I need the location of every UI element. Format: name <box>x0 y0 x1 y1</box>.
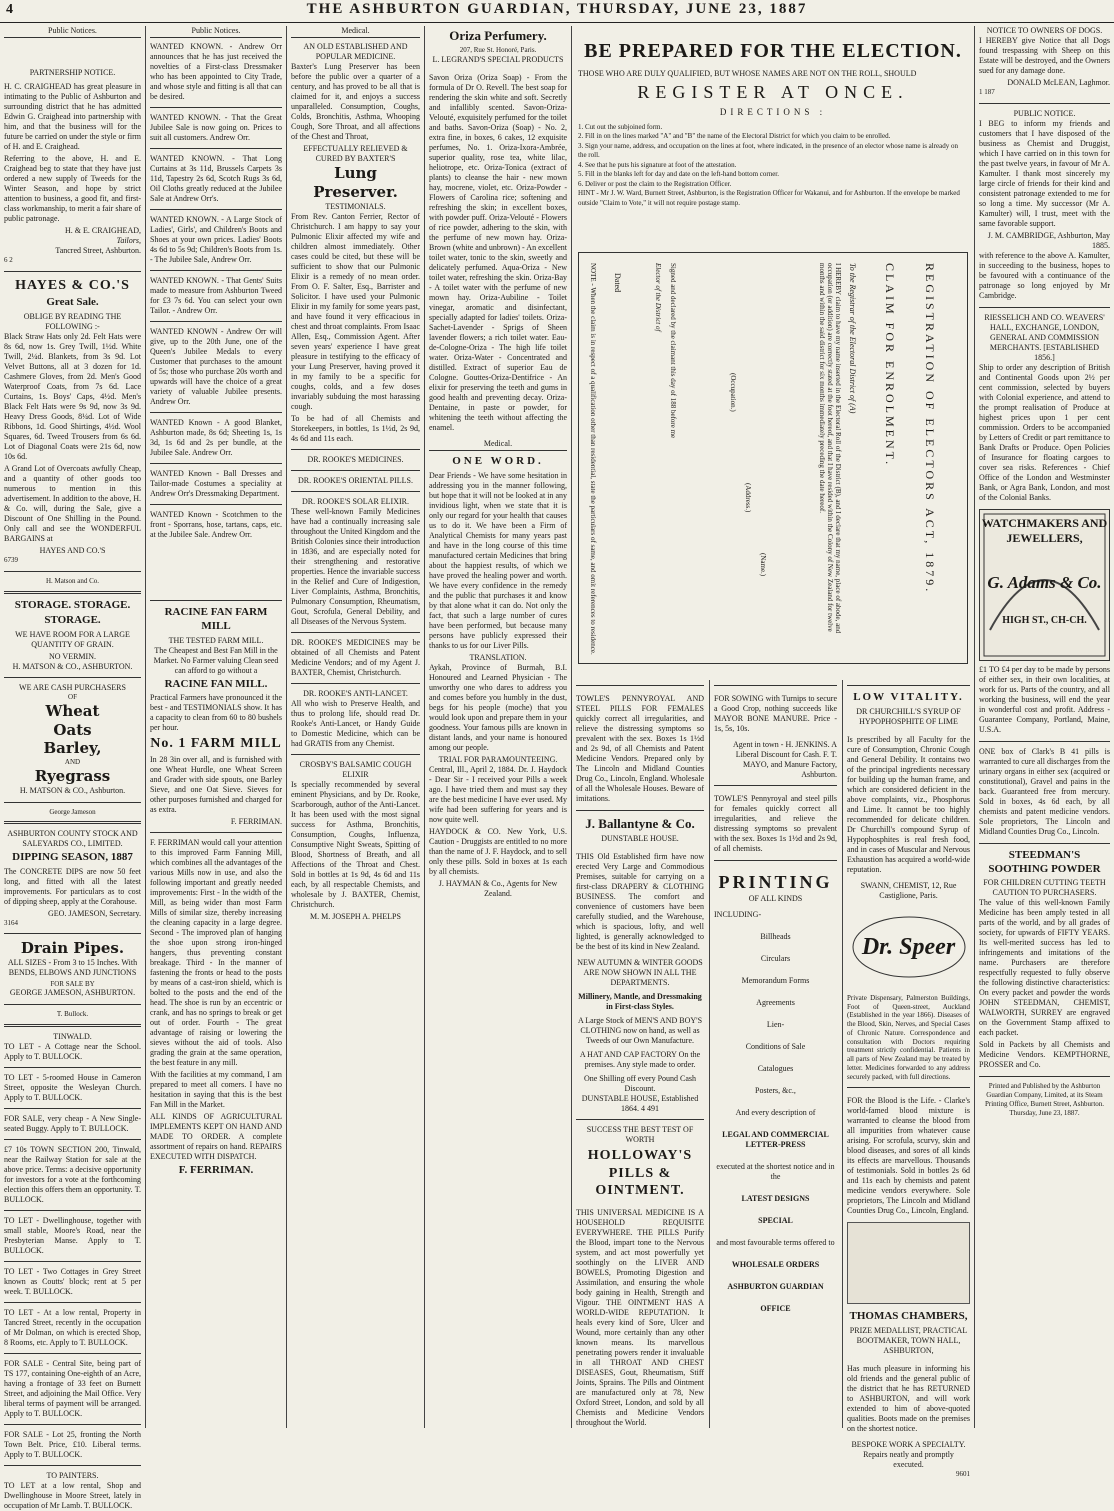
sowing-sign: Agent in town - H. JENKINS. A Liberal Discount for Cash. F. T. MAYO, and Manure Factory, Ashburton. <box>733 740 837 779</box>
ad-pre: H. Matson and Co. <box>45 576 100 585</box>
ad-body: Is specially recommended by several eminent Physicians, and by Dr. Rooke, Scarborough, author of the Anti-Lancet. It has been used with the most signal success for Asthma, Bronchitis, Consumption, Coughs, Influenza, Consumptive Night Sweats, Spitting of Blood, Shortness of Breath, and all Affections of the Throat and Chest. Sold in bottles at 1s 9d, 4s 6d and 11s each, by all respectable Chemists, and wholesale by J. BAXTER, Chemist, Christchurch. <box>291 779 420 909</box>
towle-ad: TOWLE'S PENNYROYAL AND STEEL PILLS FOR FEMALES quickly correct all irregularities, and relieve the distressing symptoms so prevalent with the sex. Boxes 1s 1½d and 2s 9d, of all Chemists and Patent Medicine Vendors. Prepared only by The Lincoln and Midland Counties Drug Co., Lincoln, England. Wholesale of all the Wholesale Houses. Beware of imitations. <box>576 694 704 803</box>
adams-text: G. Adams & Co. <box>987 572 1102 592</box>
ad-signature: Tailors, <box>116 236 141 245</box>
list-item: £7 10s TOWN SECTION 200, Tinwald, near the Railway Station for sale at the above price. Terms: a decisive opportunity for investors for a vote at the forthcoming election this offers them an opportunity. T. BULLOCK. <box>4 1145 141 1204</box>
list-item: 5. Fill in the blanks left for day and date on the left-hand bottom corner. <box>578 170 780 179</box>
list-item: Circulars <box>760 953 791 963</box>
form-elector: Elector of the District of <box>654 263 662 332</box>
ad-line: 207, Rue St. Honoré, Paris. <box>459 46 537 55</box>
election-directions-title: DIRECTIONS : <box>719 107 827 117</box>
ad-signature: GEO. JAMESON, Secretary. <box>47 909 141 918</box>
ad-body: Dear Friends - We have some hesitation in addressing you in the manner following, but hope that it will not be looked at in any invidious light, when we state that it is only our regard for your health that causes us to do it. We have been a Firm of Analytical Chemists for many years past and have in the long course of this time manufactured certain Medicines that bring about the happiest results, of which we have proved the healing power and worth. We have every confidence in the remedy and the public that purchases it and know by that alone what it can do. Not only the fact, that such a large number of cures have been performed, but because many persons have publicly expressed their thanks to us for our Liver Pills. <box>429 470 567 650</box>
ad-body: I BEG to inform my friends and customers that I have disposed of the business as Chemist and Druggist, which I have carried on in this town for the past twelve years, in favour of Mr A. Kamulter. I thank most sincerely my large circle of friends for their kind and consistent patronage extended to me for so long a time. My successor (Mr A. Kamulter) will, I trust, meet with the same favorable support. <box>979 118 1110 228</box>
form-address-field[interactable]: (Address.) <box>744 483 752 513</box>
ad-heading: DR. ROOKE'S ORIENTAL PILLS. <box>298 475 413 485</box>
ad-line: OF <box>68 693 77 701</box>
ad-heading: DR. ROOKE'S SOLAR ELIXIR. <box>302 496 409 506</box>
watchmakers-logo <box>979 509 1110 661</box>
column-6 <box>975 26 1114 1428</box>
ad-heading: Oriza Perfumery. <box>449 28 547 43</box>
form-claim: CLAIM FOR ENROLMENT. <box>883 263 897 468</box>
list-item: HINT - Mr J. W. Ward, Burnett Street, Ashburton, is the Registration Officer for Wakanui, and for Ashburton. If the envelope be marked outside "Claim to Vote," it will not require postage stamp. <box>578 189 960 207</box>
column-header: Public Notices. <box>4 26 141 38</box>
masthead <box>0 0 1114 23</box>
printing-line: ASHBURTON GUARDIAN <box>727 1281 824 1291</box>
ad-ref: 6739 <box>4 556 18 564</box>
ad-body: ALL SIZES - From 3 to 15 Inches. With BENDS, ELBOWS AND JUNCTIONS <box>7 957 138 977</box>
list-item: WANTED Known - A good Blanket, Ashburton made, 8s 6d; Sheeting 1s, 1s 3d, 1s 6d and 2s per bundle, at the Jubilee Sale. Andrew Orr. <box>150 418 282 457</box>
list-item: 1. Cut out the subjoined form. <box>578 123 663 131</box>
hayes-sale-ad <box>4 277 141 565</box>
ad-heading: HAYES & CO.'S <box>15 277 130 293</box>
ad-heading: RACINE FAN FARM MILL <box>164 606 268 632</box>
ad-signature: GEORGE JAMESON, ASHBURTON. <box>9 988 136 998</box>
speer-logo <box>847 907 970 987</box>
churchill-body: Is prescribed by all Faculty for the cure of Consumption, Chronic Cough and General Debility. It contains two of the principal ingredients necessary for building up the human frame, and which are considered deficient in the above complaints, viz., Phosphorus and Lime. It cannot be too highly recommended for delicate children. Dr Churchill's compound Syrup of Hypophosphites is real fresh food, and in cases of Muscular and Nervous Exhaustion has acquired a world-wide reputation. <box>847 734 970 874</box>
ad-signature: DONALD McLEAN, Laghmor. <box>1007 78 1110 87</box>
ad-heading: STEEDMAN'S SOOTHING POWDER <box>988 848 1101 875</box>
list-item: TO LET - Dwellinghouse, together with small stable, Moore's Road, near the Presbyterian Manse. Apply to T. BULLOCK. <box>4 1216 141 1255</box>
list-item: 3. Sign your name, address, and occupation on the lines at foot, where indicated, in the presence of an elector whose name is already on the roll. <box>578 141 959 160</box>
form-title: REGISTRATION OF ELECTORS ACT, 1879. <box>923 263 937 595</box>
form-body: I HEREBY claim to have my name inserted in the Electoral Roll of the District (B), and I declare that my name, place of abode, and occupation (or addition) are correctly stated at the foot hereof, and that I have resided within the Colony of New Zealand for twelve months and within the said district for six months immediately preceding the date hereof. <box>818 263 842 634</box>
form-note: NOTE - When the claim is in respect of a qualification other than residential, state the particulars of same, and omit references to residence. <box>589 263 597 655</box>
chambers-line: BESPOKE WORK A SPECIALTY. <box>851 1440 966 1449</box>
orr-ads <box>150 42 282 540</box>
ad-body: Sold in Packets by all Chemists and Medicine Vendors. KEMPTHORNE, PROSSER and Co. <box>979 1040 1110 1070</box>
ad-line: NO VERMIN. <box>49 652 96 661</box>
chambers-heading: THOMAS CHAMBERS, <box>849 1310 968 1323</box>
vitality-heading: LOW VITALITY. <box>853 691 964 703</box>
sowing-ad: FOR SOWING with Turnips to secure a Good Crop, nothing succeeds like MAYOR BONE MANURE. Price - 1s, 5s, 10s. <box>714 694 837 733</box>
list-item: FOR SALE - Central Site, being part of TS 177, containing One-eighth of an Acre, having a frontage of 33 feet on Burnett Street, and adjoining the Mail Office. Very liberal terms of payment will be arranged. Apply to T. BULLOCK. <box>4 1359 141 1418</box>
steedman-ad <box>979 849 1110 1071</box>
ad-body: Ship to order any description of British and Continental Goods upon 2½ per cent commission, selected by buyers with Colonial experience, and attend to the prompt realisation of Produce at highest prices upon 1 per cent commission. Orders to be accompanied by Letters of Credit or part remittance to Bank Drafts or Produce. Open Policies of Insurance for floating cargoes to cover sea risks. References - Chief Office of the London and Westminster Bank, or Agra Bank, London, and most of the Colonial Banks. <box>979 362 1110 502</box>
ballantyne-sub: DUNSTABLE HOUSE. <box>601 834 679 844</box>
ad-body: £1 TO £4 per day to be made by persons of either sex, in their own localities, at work for us. Parts of the country, and all working the business, will end the year in wonderful cost and profit. Address - Guarantee Company, Portland, Maine, U.S.A. <box>979 664 1110 734</box>
ad-address: Tancred Street, Ashburton. <box>55 246 141 255</box>
ad-heading: DR. ROOKE'S ANTI-LANCET. <box>303 688 408 698</box>
list-item: TO LET - 5-roomed House in Cameron Street, opposite the Wesleyan Church. Apply to T. BULLOCK. <box>4 1073 141 1102</box>
ad-signature: H. MATSON & CO., Ashburton. <box>19 785 126 795</box>
ad-body: Referring to the above, H. and E. Craighead beg to state that they have just ordered a new supply of Tweeds for the Winter Season, and hope by strict attention to business, a good fit, and first-class workmanship, to merit a fair share of public patronage. <box>4 154 141 223</box>
printing-line: SPECIAL <box>758 1215 793 1225</box>
printing-line: And every description of <box>735 1107 816 1117</box>
ad-heading: DIPPING SEASON, 1887 <box>12 851 133 864</box>
printing-line: LATEST DESIGNS <box>741 1193 810 1203</box>
ad-signature: J. HAYMAN & Co., Agents for New Zealand. <box>438 878 558 898</box>
ad-body: A Grand Lot of Overcoats awfully Cheap, and a quantity of other goods too numerous to mention in this advertisement. In addition to the above, H. & Co. will, during the Sale, give a Discount of One Shilling in the Pound. Only call and see the WONDERFUL BARGAINS at <box>4 464 141 543</box>
election-lead: THOSE WHO ARE DULY QUALIFIED, BUT WHOSE NAMES ARE NOT ON THE ROLL, SHOULD <box>578 69 917 78</box>
blood-ad: FOR the Blood is the Life. - Clarke's world-famed blood mixture is warranted to cleanse the blood from all impurities from whatever cause arising. For scrofula, scurvy, skin and blood diseases, and sores of all kinds its effects are marvellous. Thousands of testimonials. Sold in bottles 2s 6d and 11s each by chemists and patent medicine vendors everywhere. Sole proprietors, The Lincoln and Midland Counties Drug Co., Lincoln, England. <box>847 1096 970 1216</box>
ad-signature: HAYES AND CO.'S <box>39 546 106 555</box>
ad-body: From Rev. Canton Ferrier, Rector of Christchurch. I am happy to say your Pulmonic Elixir affected my wife and children almost immediately. Other cases could be cited, but these will be sufficient to show that our Pulmonic Elixir is a remedy of no mean order. From O. F. Salter, Esq., Barrister and Solicitor. I have used your Pulmonic Elixir in my family for some years past, and have found it very efficacious in chest and throat complaints. From Isaac Allen, Esq., Commission Agent. After seven years' experience I have great pleasure in testifying to the efficacy of your Lung Preserver, having proved it in my family to be a specific for coughs, colds, and a few doses invariably subduing the most harassing cough. <box>291 211 420 411</box>
page-number: 4 <box>6 2 13 17</box>
form-dated-field[interactable]: Dated <box>613 273 622 293</box>
ballantyne-line: NEW AUTUMN & WINTER GOODS ARE NOW SHOWN IN ALL THE DEPARTMENTS. <box>577 958 703 988</box>
ad-ref: 3164 <box>4 919 18 927</box>
ad-subheading: TRIAL FOR PARAMOUNTEEING. <box>438 754 558 764</box>
holloway-heading: HOLLOWAY'S PILLS & OINTMENT. <box>587 1148 693 1199</box>
list-item: Memorandum Forms <box>741 975 810 985</box>
column-4 <box>425 26 571 1428</box>
ballantyne-sign: DUNSTABLE HOUSE, Established 1864. 4 491 <box>581 1094 699 1114</box>
list-item: TO LET - Two Cottages in Grey Street known as Coutts' block; rent at 5 per week. T. BULLOCK. <box>4 1267 141 1296</box>
ad-subheading: L. LEGRAND'S SPECIAL PRODUCTS <box>432 55 564 64</box>
speer-body: Private Dispensary, Palmerston Buildings, Foot of Queen-street, Auckland (Established in the year 1866). Diseases of the Blood, Skin, Nerves, and Special Cases of Chronic Nature. Correspondence and consultation with Doctors requiring treatment strictly confidential. Patients in all parts of New Zealand may be treated by letter. Medicines forwarded to any address securely packed, with full directions. <box>847 993 970 1081</box>
ad-signature: M. M. JOSEPH A. PHELPS <box>310 911 401 921</box>
holloway-pre: SUCCESS THE BEST TEST OF WORTH <box>586 1125 694 1145</box>
list-item: Billheads <box>760 931 791 941</box>
printing-heading: PRINTING <box>718 872 833 892</box>
printing-line: LEGAL AND COMMERCIAL LETTER-PRESS <box>722 1129 829 1149</box>
ballantyne-line: A Large Stock of MEN'S AND BOY'S CLOTHING now on hand, as well as Tweeds of our Own Manufacture. <box>577 1016 703 1046</box>
ad-body: Black Straw Hats only 2d. Felt Hats were 8s 6d, now 1s. Grey Twill, 1½d. White Twill, 2¼d. Blankets, from 3s 9d. Lot Velvet Buttons, all at 3 dozen for 1d. Cashmere Gloves, from 2d. Men's Good Waterproof Coats, from 7s 6d. Lace Curtains, 1s. Boys' Caps, 4½d. Men's Black Felt Hats were 9s 9d, now 3s 9d. Heavy Dress Goods, 8¼d. Lot of Wide Ribbons, 1d. Good Shirtings, 4½d. Wool Squares, 6d. Tweed Trousers from 6s 6d. Lot of Diagonal Coats were 21s 6d, now 10s 6d. <box>4 332 141 461</box>
ad-ref: 6 2 <box>4 256 13 264</box>
list-item: FOR SALE, very cheap - A New Single-seated Buggy. Apply to T. BULLOCK. <box>4 1114 141 1133</box>
holloway-body: THIS UNIVERSAL MEDICINE IS A HOUSEHOLD REQUISITE EVERYWHERE. THE PILLS Purify the Blood, impart tone to the Nervous system, and act most powerfully yet soothingly on the LIVER AND BOWELS, Promoting Digestion and Assimilation, and ensuring the whole body gaining in Health, Strength and Vigour. THE OINTMENT HAS A WORLD-WIDE REPUTATION. It heals every kind of Sore, Ulcer and Wound, more certainly than any other known means. Its marvellous penetrating powers render it invaluable in all THROAT AND CHEST DISEASES, Gout, Rheumatism, Stiff Joints, Sprains. The Pills and Ointment are manufactured only at 78, New Oxford Street, London, and sold by all Chemists and Medicine Vendors throughout the World. <box>576 1207 704 1427</box>
ad-heading: Drain Pipes. <box>20 938 125 957</box>
column-2 <box>146 26 286 1428</box>
list-item: TO LET - At a low rental, Property in Tancred Street, recently in the occupation of Mr Dolman, on which is erected Shop, 8 Rooms, etc. Apply to T. BULLOCK. <box>4 1308 141 1347</box>
grain-barley: Barley, <box>43 739 102 758</box>
list-item: WANTED Known - Ball Dresses and Tailor-made Costumes a speciality at Andrew Orr's Dressmaking Department. <box>150 469 282 498</box>
election-notice <box>572 26 974 666</box>
list-item: WANTED KNOWN. - That Gents' Suits made to measure from Ashburton Tweed for £3 7s 6d. You can select your own Tailor. - Andrew Orr. <box>150 276 282 315</box>
ad-pre: T. Bullock. <box>56 1010 89 1019</box>
ad-body: Practical Farmers have pronounced it the best - and TESTIMONIALS show. It has a capacity to clean from 60 to 80 bushels per hour. <box>150 693 282 733</box>
printing-line: WHOLESALE ORDERS <box>731 1259 820 1269</box>
ad-heading: No. 1 FARM MILL <box>150 736 282 752</box>
racine-mill-ad <box>150 606 282 1178</box>
riesseleich-ad <box>979 313 1110 503</box>
chambers-body: Has much pleasure in informing his old friends and the general public of the district that he has RETURNED to ASHBURTON, and will work extended to him of above-quoted qualities. Boots made on the premises on the shortest notice. <box>847 1364 970 1433</box>
ad-heading: TINWALD. <box>53 1032 92 1041</box>
list-item: Conditions of Sale <box>745 1041 806 1051</box>
ad-body: The CONCRETE DIPS are now 50 feet long, and fitted with all the latest improvements. For particulars as to cost of dipping sheep, apply at the Corahouse. <box>4 867 141 906</box>
ad-body: with reference to the above A. Kamulter, in succeeding to the business, hopes to be favoured with a continuance of the patronage so long enjoyed by Mr Cambridge. <box>979 250 1110 300</box>
printing-line: OF ALL KINDS <box>748 893 803 903</box>
ad-heading: DR. ROOKE'S MEDICINES. <box>307 454 404 464</box>
printing-column <box>709 680 841 1428</box>
list-item: 2. Fill in on the lines marked "A" and "B" the name of the Electoral District for which you claim to be enrolled. <box>578 132 891 141</box>
grain-wheat: Wheat <box>45 701 100 720</box>
list-item: WANTED KNOWN. - That Long Curtains at 3s 11d, Brussels Carpets 3s 11d, Tapestry 2s 6d, Scotch Rugs 3s 6d, Oil Cloths greatly reduced at the Jubilee Sale at Andrew Orr's. <box>150 154 282 203</box>
claim-form[interactable] <box>578 252 968 664</box>
ad-body: ONE box of Clark's B 41 pills is warranted to cure all discharges from the urinary organs in either sex (acquired or constitutional), Gravel and pains in the back. Guaranteed free from mercury. Sold in boxes, 4s 6d each, by all chemists and patent medicine vendors. Sole proprietors, The Lincoln and Midland Counties Drug Co., Lincoln. <box>979 746 1110 836</box>
list-item: 6. Deliver or post the claim to the Registration Officer. <box>578 179 732 188</box>
ad-heading: Lung Preserver. <box>313 164 398 201</box>
vitality-column <box>842 680 974 1478</box>
column-header: Medical. <box>429 439 567 451</box>
baxter-ad <box>291 42 420 922</box>
printing-line: OFFICE <box>760 1303 791 1313</box>
ballantyne-heading: J. Ballantyne & Co. <box>585 816 695 831</box>
towle2-ad: TOWLE'S Pennyroyal and steel pills for females quickly correct all irregularities, and relieve the distressing symptoms so prevalent with the sex. Boxes 1s 1½d and 2s 9d, of all chemists. <box>714 794 837 853</box>
ad-subheading: THE TESTED FARM MILL. <box>168 635 264 645</box>
ad-heading: TO PAINTERS. <box>46 1471 99 1480</box>
election-subheading: REGISTER AT ONCE. <box>637 82 909 102</box>
ad-line: WE ARE CASH PURCHASERS <box>19 683 126 692</box>
printer-imprint: Printed and Published by the Ashburton Guardian Company, Limited, at its Steam Printing Office, Burnett Street, Ashburton. Thursday, June 23, 1887. <box>984 1082 1105 1117</box>
one-word-ad <box>429 455 567 899</box>
money-ad <box>979 665 1110 735</box>
ad-body: Savon Oriza (Oriza Soap) - From the formula of Dr O. Revell. The best soap for rendering the skin white and soft. Secretly and infallibly scented. Savon-Oriza-Velouté, exquisitely perfumed for the toilet and baths. Savon-Oriza (Soap) - No. 2, extra fine, in boxes, 6 cakes, 12 exquisite perfumes, No. 1. Oriza-Ixora-Ambrée, superior quality, rose tea, white lilac, heliotrope, etc. Oriza-Tonica (extract of plants) to cleanse the hair - new mown hay, mocrene, violet, etc. Oriza-Powder - Flowers of Carolina rice; softening and refreshing the skin; in excellent boxes, with powder puff. Oriza-Velouté - Flowers of rice powder, adhering to the skin, with the perfume of new mown hay. Oriza-Brown (white and unbrown) - An excellent toilet water, tonic to the skin, sweetly and delicately perfumed. Aqua-Oriza - New toilet water, refreshing the skin. Oriza-Bay - A toilet water with the perfume of new mown hay. Oriza-Aubiline - Toilet vinegar, aromatic and disinfectant, specially adapted for ladies' toilets. Oriza-Sachet-Lavender - Sprigs of Sheen lavender flowers; a rich toilet water. Eau-de-Cologne-Oriza - The high life toilet water. Oriza-Water - Concentrated and distilled. Extract of superior Eau de Cologne. Gouttes-Oriza-Dentifrice - An elixir for preserving the teeth and gums in good health and preventing decay. Oriza-Dentaine, in paste or powder, for whitening the teeth without affecting the enamel. <box>429 73 567 432</box>
speer-text: Dr. Speer <box>861 933 956 960</box>
column-3 <box>287 26 424 1428</box>
printing-line: and most favourable terms offered to <box>716 1237 835 1247</box>
ad-heading: PARTNERSHIP NOTICE. <box>29 68 116 77</box>
printing-ad <box>714 871 837 1314</box>
ad-signature: J. M. CAMBRIDGE, Ashburton, May 1885. <box>987 230 1110 250</box>
ad-ref: 1 187 <box>979 88 995 96</box>
ad-signature: F. FERRIMAN. <box>230 816 282 826</box>
ad-heading: RIESSELICH AND CO. WEAVERS' HALL, EXCHANGE, LONDON, GENERAL AND COMMISSION MERCHANTS. [ESTABLISHED 1856.] <box>984 312 1105 362</box>
ad-subheading: FOR CHILDREN CUTTING TEETH <box>983 878 1106 888</box>
bullock-ads <box>4 1010 141 1511</box>
form-to: To the Registrar of the Electoral District of (A) <box>848 263 857 414</box>
ballantyne-line: A HAT AND CAP FACTORY On the premises. Any style made to order. <box>579 1050 701 1070</box>
churchill-heading: DR CHURCHILL'S SYRUP OF HYPOPHOSPHITE OF LIME <box>856 706 961 726</box>
ad-heading: AN OLD ESTABLISHED AND POPULAR MEDICINE. <box>303 42 408 61</box>
ballantyne-column <box>572 680 708 1428</box>
form-witness: Signed and declared by the claimant this day of 188 before me <box>669 263 677 439</box>
list-item: Posters, &c., <box>755 1085 796 1095</box>
ad-subheading: CAUTION TO PURCHASERS. <box>992 888 1097 898</box>
election-heading: BE PREPARED FOR THE ELECTION. <box>584 40 962 62</box>
chambers-line: Repairs neatly and promptly executed. <box>863 1450 954 1469</box>
ad-body: H. C. CRAIGHEAD has great pleasure in intimating to the Public of Ashburton and surrounding district that he has admitted Edwin G. Craighead into partnership with him, and that the business will for the future be carried on under the style or firm of H. and E. Craighead. <box>4 82 141 151</box>
ad-heading: STORAGE. STORAGE. <box>14 598 131 611</box>
ad-body: In 28 3in over all, and is furnished with one Wheat Hurdle, one Wheat Screen and Grader with side spouts, one Barley Sieve, and one Oat Sieve. Sieves for other purposes furnished and charged for as extra. <box>150 754 282 814</box>
ad-body: I HEREBY give Notice that all Dogs found trespassing with Sheep on this Estate will be destroyed, and the Owners sued for any damage done. <box>979 36 1110 75</box>
ad-pre: George Jameson <box>49 807 96 816</box>
ballantyne-line: One Shilling off every Pound Cash Discount. <box>583 1074 697 1094</box>
ad-body: DR. ROOKE'S MEDICINES may be obtained of all Chemists and Patent Medicine Vendors; and of my Agent J. BAXTER, Chemist, Christchurch. <box>291 637 420 677</box>
ad-body: With the facilities at my command, I am prepared to meet all comers. I have no hesitation in saying that this is the best Fan Mill in the Market. <box>150 1069 282 1109</box>
ad-body: All who wish to Preserve Health, and thus to prolong life, should read Dr. Rooke's Anti-Lancet, or Handy Guide to Domestic Medicine, which can be had GRATIS from any Chemist. <box>291 698 420 748</box>
ad-subheading: ASHBURTON COUNTY STOCK AND SALEYARDS CO., LIMITED. <box>7 829 138 849</box>
list-item: TO LET - A Cottage near the School. Apply to T. BULLOCK. <box>4 1042 141 1061</box>
list-item: Lien- <box>766 1019 785 1029</box>
election-directions <box>578 123 968 208</box>
list-item: WANTED Known - Scotchmen to the front - Sporrans, hose, tartans, caps, etc. at the Jubilee Sale. Andrew Orr. <box>150 510 282 539</box>
column-header: Public Notices. <box>150 26 282 38</box>
ad-heading: NOTICE TO OWNERS OF DOGS. <box>986 26 1103 35</box>
chambers-shop-illustration <box>847 1222 970 1304</box>
ad-subheading: EFFECTUALLY RELIEVED & CURED BY BAXTER'S <box>303 144 408 163</box>
newspaper-title: THE ASHBURTON GUARDIAN, THURSDAY, JUNE 23, 1887 <box>306 1 808 17</box>
ad-body: HAYDOCK & CO. New York, U.S. Caution - Druggists are entitled to no more than the name of J. F. Haydock, and to sell only these pills. Sold in boxes at 1s each by all chemists. <box>429 826 567 876</box>
ad-body: The value of this well-known Family Medicine has been amply tested in all parts of the world, and by all grades of society, for upwards of FIFTY YEARS. Its well-merited success has led to infringements and imitations of the name. Purchasers are therefore respectfully requested to fully observe the following distinctive characteristics: On every packet and powder the words JOHN STEEDMAN, CHEMIST, WALWORTH, SURREY are engraved on the Government Stamp affixed to each packet. <box>979 898 1110 1038</box>
ad-body: ALL KINDS OF AGRICULTURAL IMPLEMENTS KEPT ON HAND AND MADE TO ORDER. A complete assortment of repairs on hand. REPAIRS EXECUTED WITH DISPATCH. <box>150 1111 282 1161</box>
list-item: Catalogues <box>757 1063 794 1073</box>
ad-heading: RACINE FAN MILL. <box>164 677 268 690</box>
ad-body: To be had of all Chemists and Storekeepers, in bottles, 1s 1½d, 2s 9d, 4s 6d and 11s each. <box>291 413 420 443</box>
column-1 <box>0 26 145 1510</box>
ad-body: Central, Ill., April 2, 1884. Dr. J. Haydock - Dear Sir - I received your Pills a week ago. I have tried them and must say they are the best medicine I have ever used. My wife had been suffering for years and is now quite well. <box>429 764 567 824</box>
ad-subheading: TESTIMONIALS. <box>325 201 386 211</box>
highst-text: HIGH ST., CH-CH. <box>1002 614 1087 626</box>
list-item: 4. See that he puts his signature at foot of the attestation. <box>578 160 737 169</box>
ad-heading: STORAGE. <box>44 614 101 627</box>
grain-ryegrass: Ryegrass <box>34 766 111 785</box>
form-occupation-field[interactable]: (Occupation.) <box>729 373 737 412</box>
ad-body: WE HAVE ROOM FOR A LARGE QUANTITY OF GRAIN. <box>15 630 130 649</box>
ad-signature: H. MATSON & CO., ASHBURTON. <box>12 662 133 671</box>
ad-body: F. FERRIMAN would call your attention to this improved Farm Fanning Mill, which combines all the advantages of the various Mills now in use, and also the following important and greatly needed improvements: First - In the width of the Mill, as being wider than most Farm Mills of similar size, thereby increasing the cleaning capacity in a large degree. Second - The improved plan of hanging the shoe upon strong iron-hinged hangers, thus preventing constant breakage. Third - In the manner of fastening the fronts or head to the posts by means of a cast-iron shield, which is bolted to the posts and the end of the head. The shoe is run by an eccentric or crank, and has no springs to break or get out of order. Fourth - The great advantage of raising or lowering the sieves without the aid of tools. Also grading the grain at the same operation, the best feature in any mill. <box>150 837 282 1067</box>
ad-heading: PUBLIC NOTICE. <box>1013 108 1076 118</box>
public-notice <box>979 109 1110 301</box>
list-item: WANTED KNOWN - Andrew Orr will give, up to the 20th June, one of the Queen's Jubilee Medals to every Customer that purchases to the amount of 5s; those who purchase 20s worth and upwards will have the choice of a great variety of valuable Jubilee presents. Andrew Orr. <box>150 327 282 406</box>
watchmakers-text: WATCHMAKERS AND JEWELLERS, <box>981 515 1108 545</box>
column-header: Medical. <box>291 26 420 38</box>
list-item: WANTED KNOWN. - A Large Stock of Ladies', Girls', and Children's Boots and Shoes at your own prices. Ladies' Boots 4s 6d to 5s 9d; Children's Boots from 1s. - The Jubilee Sale, Andrew Orr. <box>150 215 282 264</box>
ad-ref: 9601 <box>956 1470 970 1478</box>
chambers-sub: PRIZE MEDALLIST, PRACTICAL BOOTMAKER, TOWN HALL, ASHBURTON, <box>849 1326 968 1355</box>
ballantyne-body: THIS Old Established firm have now erected Very Large and Commodious Premises, suitable for carrying on a first-class DRAPERY & CLOTHING BUSINESS. The comfort and convenience of customers have been carefully studied, and the Warehouse, which is spacious, lofty, and well lighted, is generally acknowledged to be the best of its kind in New Zealand. <box>576 852 704 952</box>
ad-line: FOR SALE BY <box>50 979 95 988</box>
ad-body: The Cheapest and Best Fan Mill in the Market. No Farmer valuing Clean seed can afford to go without a <box>153 645 279 675</box>
matson-storage-ad <box>4 577 141 796</box>
ad-signature: H. & E. CRAIGHEAD, <box>65 226 141 235</box>
pills-ad <box>979 747 1110 837</box>
partnership-notice <box>4 68 141 265</box>
list-item: WANTED KNOWN. - Andrew Orr announces that he has just received the novelties of a First-class Dressmaker who has been appointed to City Trade, and whose style and fitting is all that can be desired. <box>150 42 282 101</box>
grain-oats: Oats <box>53 720 92 739</box>
list-item: FOR SALE - Lot 25, fronting the North Town Belt. Price, £10. Liberal terms. Apply to T. BULLOCK. <box>4 1430 141 1459</box>
printing-line: INCLUDING- <box>714 909 762 919</box>
printing-line: executed at the shortest notice and in the <box>716 1161 835 1181</box>
list-item: TO LET at a low rental, Shop and Dwellinghouse in Moore Street, lately in occupation of Mr Lamb. T. BULLOCK. <box>4 1481 141 1510</box>
ad-subheading: Great Sale. <box>46 296 99 309</box>
ad-signature: F. FERRIMAN. <box>178 1163 254 1176</box>
dogs-notice <box>979 26 1110 97</box>
ad-body: Aykah, Province of Burmah, B.I. Honoured and Learned Physician - The unworthy one who dares to address you and comes before you humbly in the dust, begs for his people (moche) that you would look upon and prepare them in your goodness. Your famous pills are known in distant lands, and your name is honoured among our people. <box>429 662 567 752</box>
ad-heading: ONE WORD. <box>452 455 544 467</box>
list-item: WANTED KNOWN. - That the Great Jubilee Sale is now going on. Prices to suit all customers. Andrew Orr. <box>150 113 282 142</box>
form-name-field[interactable]: (Name.) <box>759 553 767 577</box>
ballantyne-line: Millinery, Mantle, and Dressmaking in First-class Styles. <box>578 992 702 1012</box>
jameson-ad <box>4 808 141 999</box>
ad-line: AND <box>64 758 81 766</box>
ad-heading: CROSBY'S BALSAMIC COUGH ELIXIR <box>299 759 412 779</box>
ad-body: These well-known Family Medicines have had a continually increasing sale throughout the United Kingdom and the British Colonies since their introduction in 1836, and are especially noted for their strengthening and restorative properties. Hence the invariable success in the Relief and Cure of Indigestion, Liver Complaints, Asthma, Bronchitis, Pulmonary Consumption, Rheumatism, Gout, Scrofula, General Debility, and all Diseases of the Nervous System. <box>291 506 420 626</box>
ad-subheading: TRANSLATION. <box>469 652 527 662</box>
list-item: Agreements <box>756 997 795 1007</box>
ad-body: Baxter's Lung Preserver has been before the public over a quarter of a century, and has proved to be all that is claimed for it, and enjoys a success unparalleled. Consumption, Coughs, Colds, Bronchitis, Asthma, Whooping Cough, Sore Throat, and all affections of the Chest and Throat, <box>291 62 420 141</box>
swann-sign: SWANN, CHEMIST, 12, Rue Castiglione, Paris. <box>860 880 957 900</box>
ad-line: OBLIGE BY READING THE FOLLOWING :- <box>23 312 122 331</box>
